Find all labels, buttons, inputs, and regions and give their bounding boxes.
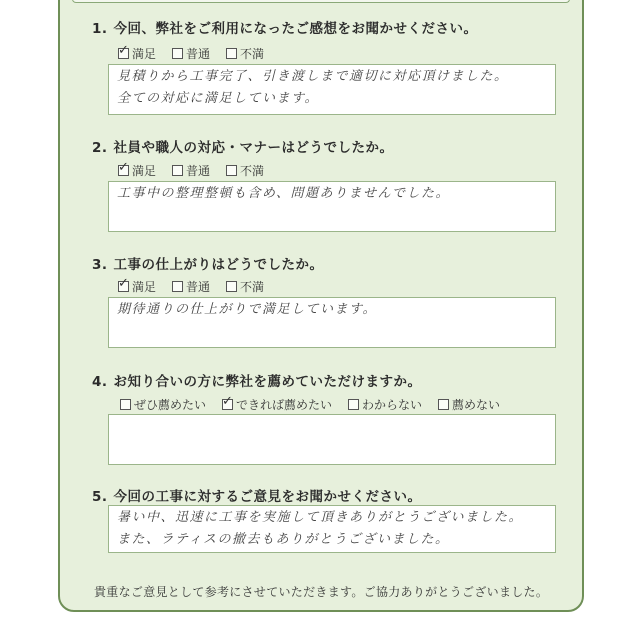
empty-box-icon[interactable] (172, 48, 183, 59)
handwritten-answer-line: また、ラティスの撤去もありがとうございました。 (117, 532, 450, 547)
option-label: 不満 (240, 47, 265, 61)
option-checkbox[interactable] (120, 396, 206, 413)
question-1-options (118, 45, 264, 62)
empty-box-icon[interactable] (120, 399, 131, 410)
option-label: 満足 (132, 164, 157, 178)
question-text: 今回、弊社をご利用になったご感想をお聞かせください。 (113, 21, 478, 37)
question-4-title (92, 370, 422, 390)
empty-box-icon[interactable] (226, 48, 237, 59)
option-checkbox[interactable] (172, 162, 210, 179)
option-checkbox[interactable] (226, 45, 264, 62)
option-checkbox[interactable] (172, 278, 210, 295)
empty-box-icon[interactable] (172, 281, 183, 292)
checked-box-icon[interactable] (118, 165, 129, 176)
empty-box-icon[interactable] (226, 165, 237, 176)
option-checkbox[interactable] (348, 396, 422, 413)
question-number: 3. (92, 257, 108, 273)
option-label: 満足 (132, 280, 157, 294)
question-4-answer-box[interactable] (108, 414, 556, 465)
question-1-title (92, 17, 478, 37)
question-2-title (92, 136, 394, 156)
checked-box-icon[interactable] (118, 48, 129, 59)
option-label: 不満 (240, 280, 265, 294)
footer-thanks: 貴重なご意見として参考にさせていただきます。ご協力ありがとうございました。 (94, 585, 549, 599)
option-checkbox[interactable] (438, 396, 500, 413)
option-label: ぜひ薦めたい (134, 398, 207, 412)
handwritten-answer-line: 期待通りの仕上がりで満足しています。 (117, 302, 377, 317)
option-checkbox[interactable] (226, 162, 264, 179)
question-3-title (92, 253, 324, 273)
question-2-answer-box[interactable] (108, 181, 556, 232)
option-checkbox[interactable] (226, 278, 264, 295)
checked-box-icon[interactable] (118, 281, 129, 292)
option-label: 普通 (186, 164, 211, 178)
handwritten-answer-line: 全ての対応に満足しています。 (117, 91, 319, 106)
empty-box-icon[interactable] (348, 399, 359, 410)
option-checkbox[interactable] (118, 162, 156, 179)
question-number: 1. (92, 21, 108, 37)
option-label: 普通 (186, 47, 211, 61)
question-4-options (120, 396, 500, 413)
option-checkbox[interactable] (222, 396, 332, 413)
handwritten-answer-line: 暑い中、迅速に工事を実施して頂きありがとうございました。 (117, 510, 524, 525)
question-number: 5. (92, 489, 108, 505)
question-3-options (118, 278, 264, 295)
question-5-answer-box[interactable] (108, 505, 556, 553)
option-checkbox[interactable] (172, 45, 210, 62)
empty-box-icon[interactable] (438, 399, 449, 410)
handwritten-answer-line: 工事中の整理整頓も含め、問題ありませんでした。 (117, 186, 450, 201)
question-3-answer-box[interactable] (108, 297, 556, 348)
option-label: わからない (362, 398, 423, 412)
checked-box-icon[interactable] (222, 399, 233, 410)
question-number: 4. (92, 374, 108, 390)
question-1-answer-box[interactable] (108, 64, 556, 115)
option-label: 満足 (132, 47, 157, 61)
option-label: できれば薦めたい (236, 398, 333, 412)
question-2-options (118, 162, 264, 179)
question-text: 社員や職人の対応・マナーはどうでしたか。 (113, 140, 394, 156)
option-label: 普通 (186, 280, 211, 294)
top-box-edge (72, 0, 570, 3)
empty-box-icon[interactable] (172, 165, 183, 176)
option-checkbox[interactable] (118, 45, 156, 62)
option-label: 薦めない (452, 398, 501, 412)
question-text: 今回の工事に対するご意見をお聞かせください。 (113, 489, 422, 505)
question-5-title (92, 485, 422, 505)
option-checkbox[interactable] (118, 278, 156, 295)
question-text: 工事の仕上がりはどうでしたか。 (113, 257, 324, 273)
empty-box-icon[interactable] (226, 281, 237, 292)
handwritten-answer-line: 見積りから工事完了、引き渡しまで適切に対応頂けました。 (117, 69, 509, 84)
question-text: お知り合いの方に弊社を薦めていただけますか。 (113, 374, 422, 390)
question-number: 2. (92, 140, 108, 156)
option-label: 不満 (240, 164, 265, 178)
